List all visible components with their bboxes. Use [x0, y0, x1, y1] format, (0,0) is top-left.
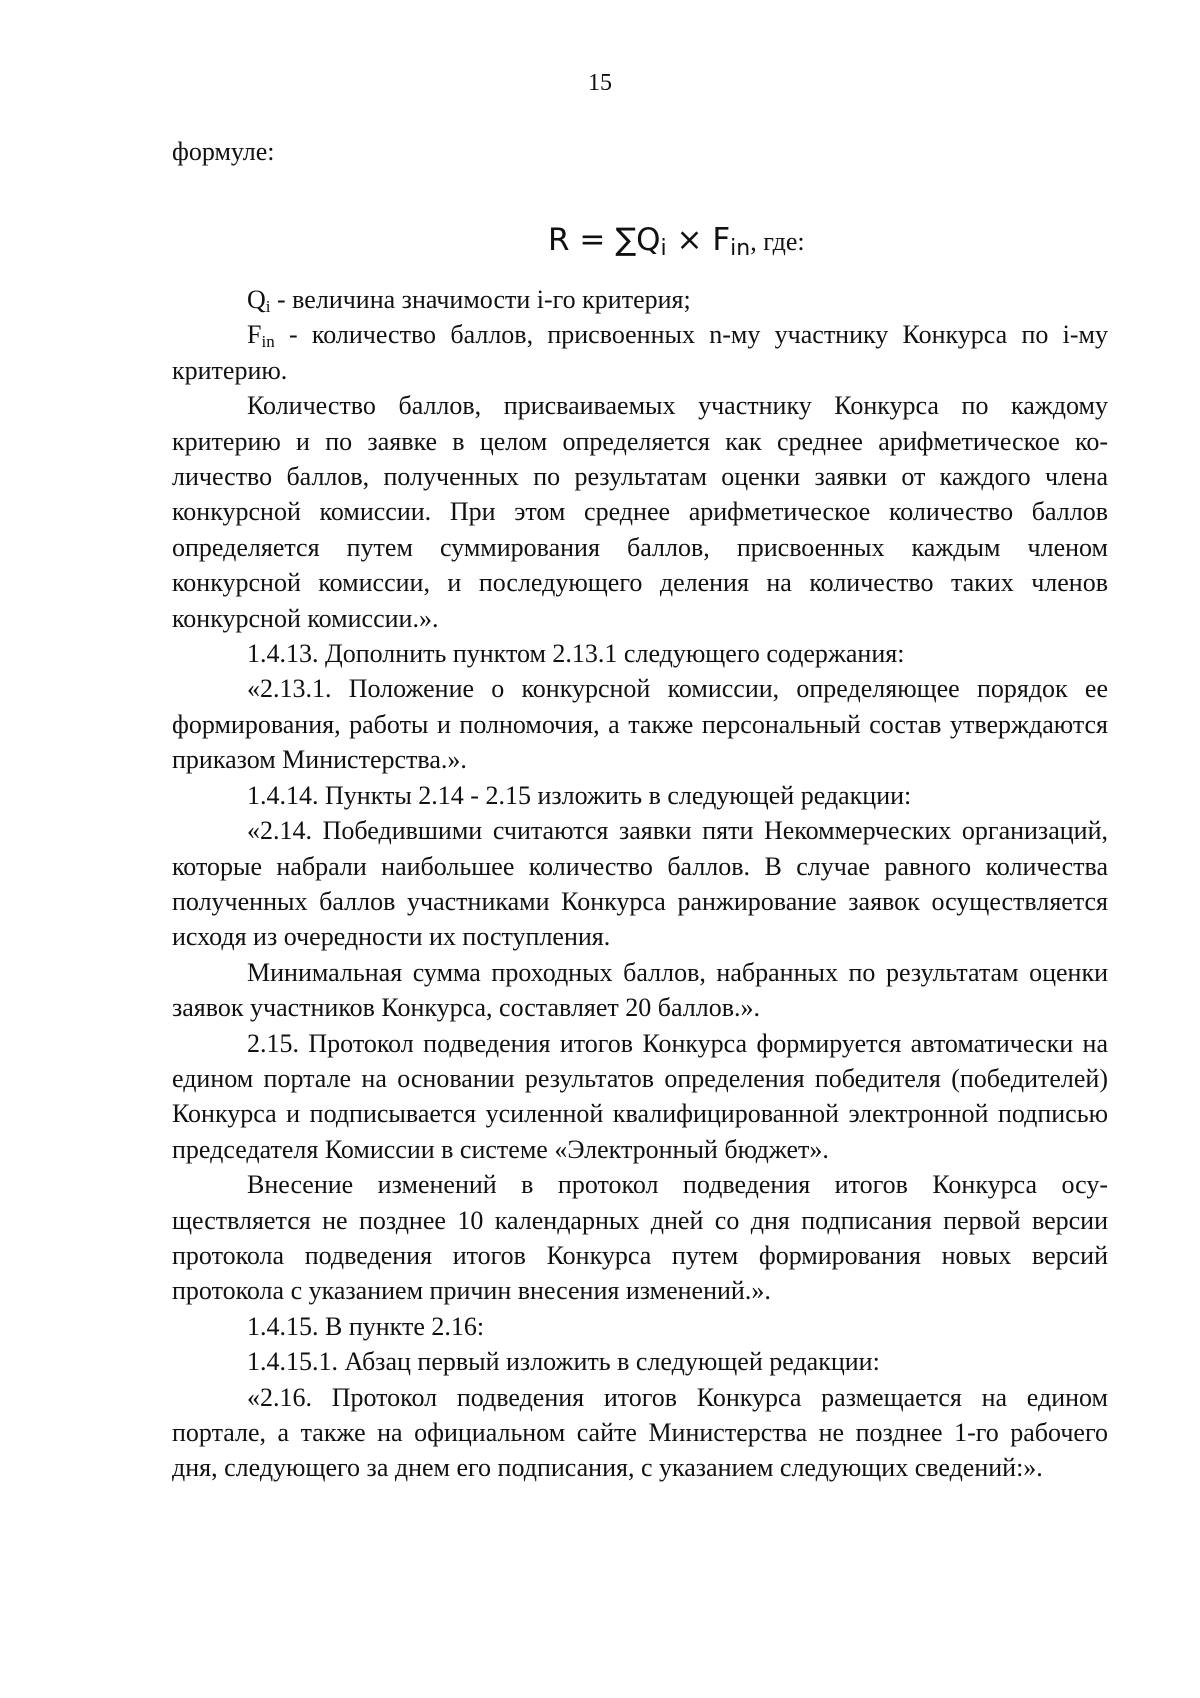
definition-text: - величина значимости i-го критерия; — [270, 285, 691, 314]
paragraph-amendments: Внесение изменений в протокол подведения итогов Конкурса осуществляется не позднее 10 календарных дней со дня подписания первой версии протокола подведения итогов Конкурса путем формирования новых версий протокола с указанием причин внесения изменений.». — [172, 1170, 1108, 1306]
formula — [548, 218, 805, 271]
definition-subscript: in — [261, 332, 275, 352]
formula-sub-in: in — [730, 236, 751, 261]
paragraph-1-4-15: 1.4.15. В пункте 2.16: — [247, 1311, 485, 1341]
formula-lhs: R = ∑Q — [548, 222, 661, 258]
definition-q — [172, 282, 1108, 317]
definition-subscript: i — [265, 297, 271, 316]
paragraph-2-14: «2.14. Победившими считаются заявки пяти Некоммерческих организаций, которые набрали наибольшее количество баллов. В случае равного количества полученных баллов участниками Конкурса ранжирование заявок осуществляется исходя из очередности их поступления. — [172, 816, 1108, 952]
formula-sub-i: i — [660, 236, 667, 261]
paragraph-2-15: 2.15. Протокол подведения итогов Конкурса формируется автоматически на едином портале на основании результатов определения победителя (победителей) Конкурса и подписывается усиленной квалифицированной электронной подписью председателя Комиссии в системе «Электронный бюджет». — [172, 1028, 1108, 1164]
formula-math — [548, 222, 751, 261]
paragraph-2-16: «2.16. Протокол подведения итогов Конкурса размещается на едином портале, а также на официальном сайте Министерства не позднее 1-го рабочего дня, следующего за днем его подписания, с указанием следующих сведений:». — [172, 1382, 1108, 1483]
formula-mid: × F — [666, 222, 731, 258]
paragraph-1-4-13: 1.4.13. Дополнить пунктом 2.13.1 следующего содержания: — [247, 639, 905, 669]
definition-symbol: Q — [247, 285, 266, 314]
paragraph-scoring: Количество баллов, присваиваемых участнику Конкурса по каждому критерию и по заявке в целом определяется как среднее арифметическое количество баллов, полученных по результатам оценки заявки от каждого члена конкурсной комиссии. При этом среднее арифметическое количество баллов определяется путем суммирования баллов, присвоенных каждым членом конкурсной комиссии, и последующего деления на количество таких членов конкурсной комиссии.». — [172, 391, 1108, 633]
body-text — [172, 282, 1108, 1486]
definition-f — [172, 317, 1108, 388]
paragraph-1-4-14: 1.4.14. Пункты 2.14 - 2.15 изложить в следующей редакции: — [247, 780, 912, 810]
lead-text: формуле: — [172, 137, 275, 166]
formula-tail: , где: — [750, 227, 805, 256]
paragraph-1-4-15-1: 1.4.15.1. Абзац первый изложить в следующей редакции: — [247, 1347, 880, 1377]
definition-symbol: F — [247, 320, 262, 350]
page-number: 15 — [588, 70, 612, 96]
paragraph-min-score: Минимальная сумма проходных баллов, набранных по результатам оценки заявок участников Конкурса, составляет 20 баллов.». — [172, 957, 1108, 1023]
paragraph-2-13-1: «2.13.1. Положение о конкурсной комиссии, определяющее порядок ее формирования, работы и полномочия, а также персональный состав утверждаются приказом Министерства.». — [172, 674, 1108, 775]
definition-text: - количество баллов, присвоенных n-му участнику Конкурса по i-му критерию. — [172, 320, 1108, 385]
